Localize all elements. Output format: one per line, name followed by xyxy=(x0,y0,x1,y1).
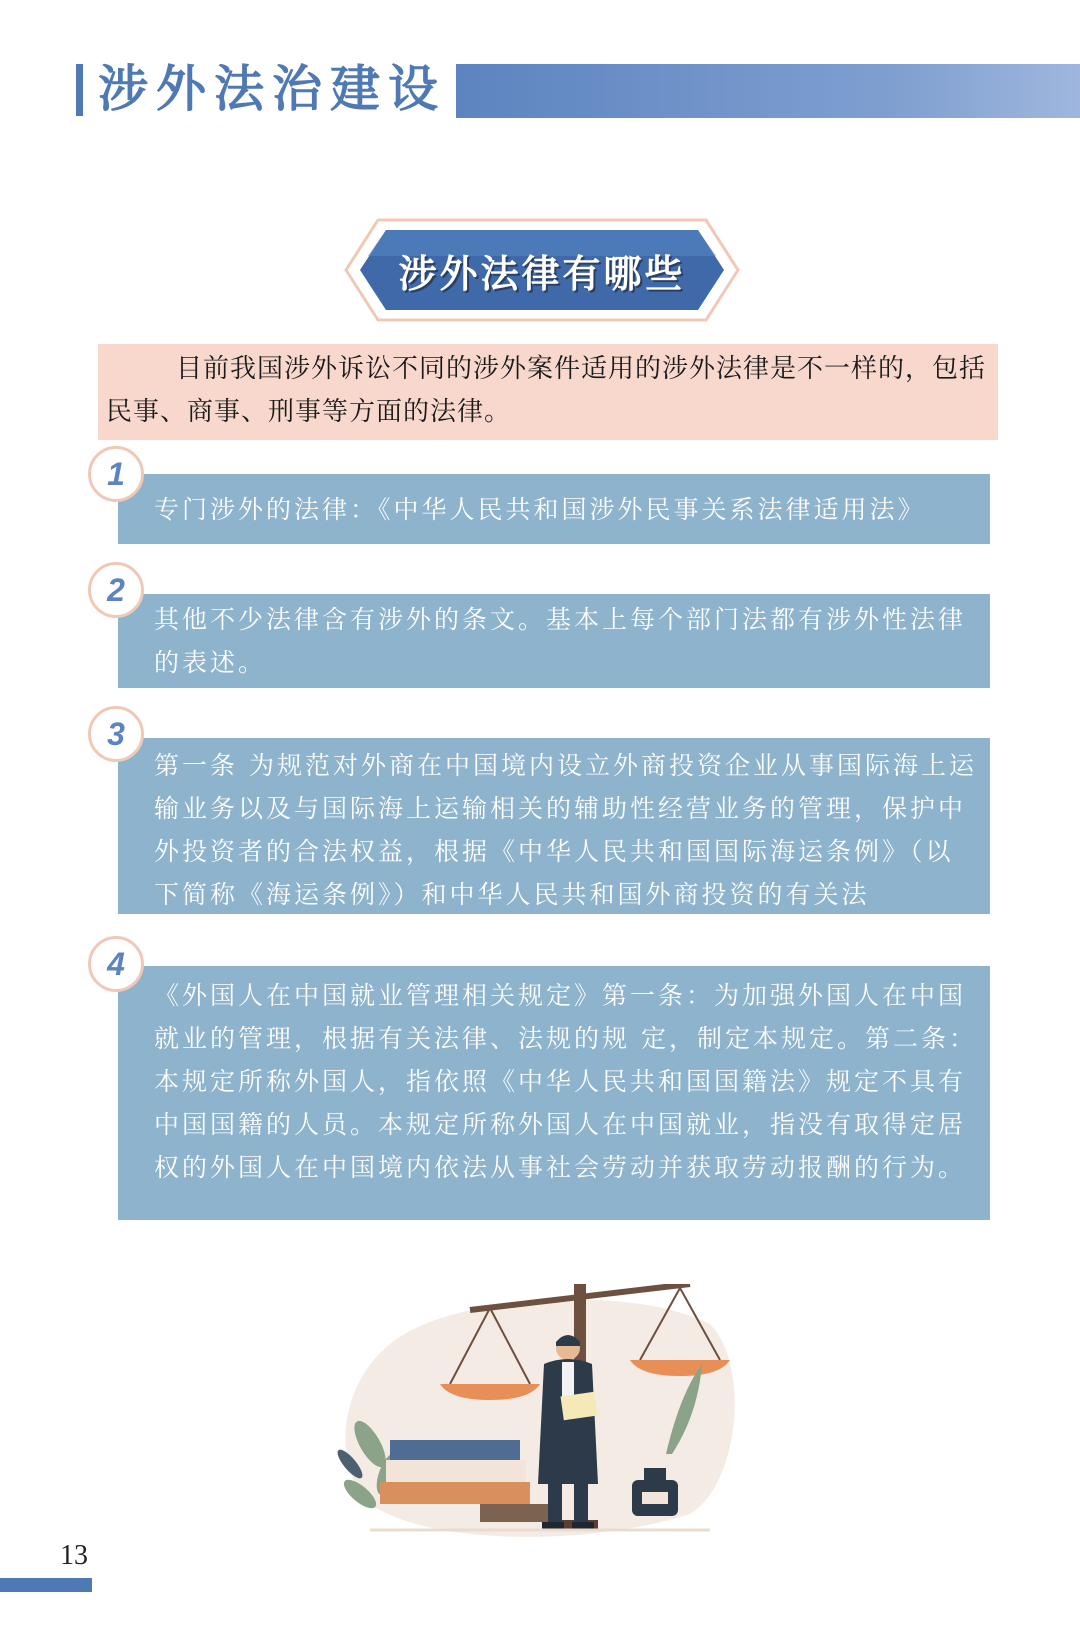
page-number: 13 xyxy=(60,1540,88,1571)
item-number-badge: 4 xyxy=(88,936,144,992)
header-accent-bar xyxy=(76,64,83,116)
law-item-text: 其他不少法律含有涉外的条文。基本上每个部门法都有涉外性法律的表述。 xyxy=(154,605,967,677)
law-item-2 xyxy=(118,594,990,688)
law-item-text: 专门涉外的法律：《中华人民共和国涉外民事关系法律适用法》 xyxy=(154,495,926,524)
law-item-1 xyxy=(118,474,990,544)
item-number-badge: 2 xyxy=(88,562,144,618)
section-title: 涉外法治建设 xyxy=(98,59,446,118)
intro-text: 目前我国涉外诉讼不同的涉外案件适用的涉外法律是不一样的，包括民事、商事、刑事等方面的法律。 xyxy=(106,354,987,427)
law-item-text: 第一条 为规范对外商在中国境内设立外商投资企业从事国际海上运输业务以及与国际海上运输相关的辅助性经营业务的管理，保护中外投资者的合法权益，根据《中华人民共和国国际海运条例》（以下简称《海运条例》）和中华人民共和国外商投资的有关法 xyxy=(154,751,977,909)
header-band xyxy=(456,64,1080,118)
badge-title: 涉外法律有哪些 xyxy=(398,251,686,296)
topic-badge xyxy=(344,218,740,322)
law-item-4 xyxy=(118,966,990,1220)
law-item-text: 《外国人在中国就业管理相关规定》第一条：为加强外国人在中国就业的管理，根据有关法律、法规的规 定，制定本规定。第二条：本规定所称外国人，指依照《中华人民共和国国籍法》规定不具有中国国籍的人员。本规定所称外国人在中国就业，指没有取得定居 权的外国人在中国境内依法从事社会劳动并获取劳动报酬的行为。 xyxy=(154,981,977,1182)
item-number-badge: 1 xyxy=(88,446,144,502)
item-number-badge: 3 xyxy=(88,706,144,762)
footer-accent-bar xyxy=(0,1578,92,1592)
intro-paragraph xyxy=(98,344,998,440)
law-item-3 xyxy=(118,738,990,914)
justice-illustration xyxy=(330,1284,750,1544)
